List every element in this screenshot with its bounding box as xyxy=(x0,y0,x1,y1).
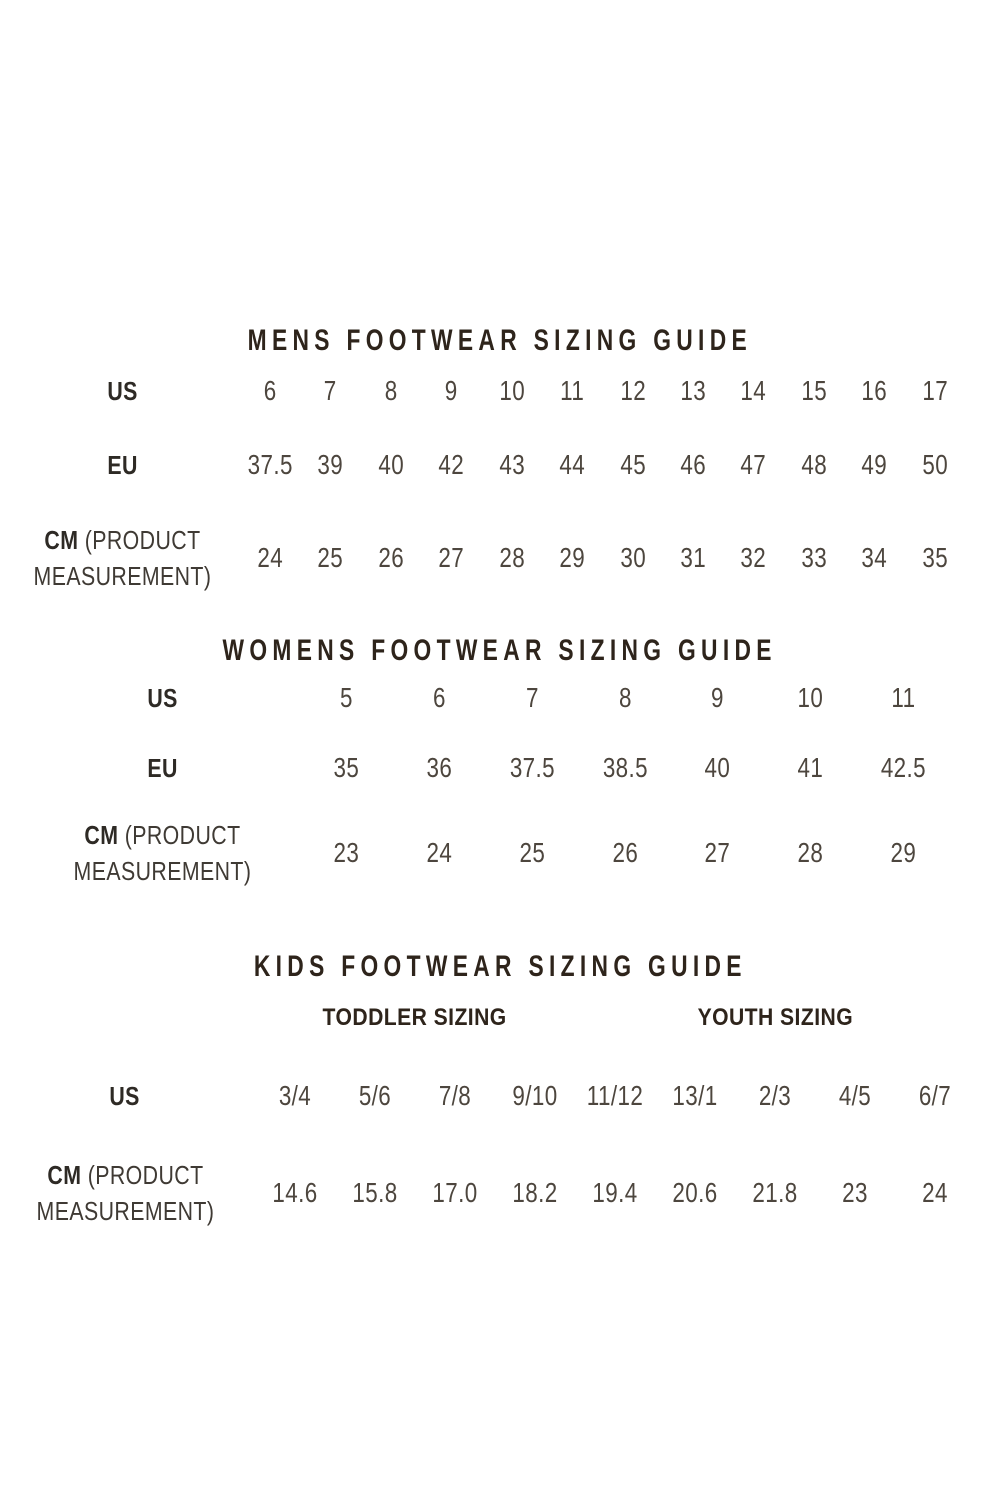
size-cell: 11 xyxy=(560,375,585,406)
size-cell: 8 xyxy=(384,375,398,406)
mens-section-title: MENS FOOTWEAR SIZING GUIDE xyxy=(247,324,753,357)
size-cell: 7 xyxy=(324,375,338,406)
size-cell: 7/8 xyxy=(438,1080,472,1111)
size-cell: 9/10 xyxy=(512,1080,558,1111)
size-cell: 11/12 xyxy=(586,1080,644,1111)
size-cell: 48 xyxy=(801,449,827,480)
size-cell: 36 xyxy=(426,752,453,783)
size-cell: 34 xyxy=(861,542,888,573)
size-cell: 4/5 xyxy=(838,1080,872,1111)
womens-us-row xyxy=(0,682,1000,714)
womens-cm-row-label: CM (PRODUCT MEASUREMENT) xyxy=(73,820,252,886)
size-cell: 40 xyxy=(378,449,404,480)
size-cell: 17 xyxy=(921,375,948,406)
size-cell: 24 xyxy=(922,1177,948,1208)
size-cell: 13/1 xyxy=(672,1080,718,1111)
size-cell: 20.6 xyxy=(672,1177,718,1208)
mens-eu-row-label: EU xyxy=(107,450,138,480)
womens-us-values xyxy=(300,682,950,714)
mens-cm-values xyxy=(240,542,965,574)
mens-us-row-label: US xyxy=(107,376,138,406)
size-cell: 17.0 xyxy=(432,1177,478,1208)
size-cell: 27 xyxy=(438,542,465,573)
womens-eu-values xyxy=(300,752,950,784)
mens-cm-row-label: CM (PRODUCT MEASUREMENT) xyxy=(33,525,212,591)
size-cell: 28 xyxy=(797,837,824,868)
size-cell: 26 xyxy=(378,542,404,573)
size-cell: 6 xyxy=(432,682,446,713)
size-cell: 2/3 xyxy=(758,1080,792,1111)
size-cell: 42.5 xyxy=(880,752,927,783)
kids-us-row-label: US xyxy=(109,1081,141,1111)
size-cell: 25 xyxy=(519,837,546,868)
size-cell: 47 xyxy=(740,449,767,480)
size-cell: 32 xyxy=(740,542,767,573)
kids-us-values xyxy=(255,1080,975,1112)
size-cell: 33 xyxy=(801,542,827,573)
size-cell: 15.8 xyxy=(352,1177,398,1208)
womens-us-row-label: US xyxy=(147,683,178,713)
kids-section-title: KIDS FOOTWEAR SIZING GUIDE xyxy=(253,950,747,983)
size-cell: 26 xyxy=(612,837,638,868)
size-cell: 37.5 xyxy=(509,752,555,783)
size-cell: 13 xyxy=(680,375,707,406)
mens-cm-row xyxy=(0,523,1000,593)
size-cell: 46 xyxy=(680,449,707,480)
size-cell: 31 xyxy=(680,542,707,573)
womens-cm-row xyxy=(0,818,1000,888)
size-cell: 30 xyxy=(619,542,646,573)
size-cell: 44 xyxy=(559,449,586,480)
size-cell: 10 xyxy=(499,375,525,406)
size-cell: 19.4 xyxy=(592,1177,638,1208)
mens-us-row xyxy=(0,375,1000,407)
toddler-sizing-header: TODDLER SIZING xyxy=(322,1004,508,1031)
size-cell: 49 xyxy=(861,449,888,480)
womens-eu-row-label: EU xyxy=(147,753,178,783)
size-cell: 12 xyxy=(619,375,646,406)
size-cell: 35 xyxy=(921,542,948,573)
size-cell: 50 xyxy=(921,449,948,480)
kids-subheader-row xyxy=(0,1004,1000,1032)
kids-cm-row-label: CM (PRODUCT MEASUREMENT) xyxy=(36,1160,214,1226)
size-cell: 18.2 xyxy=(512,1177,558,1208)
size-cell: 11 xyxy=(891,682,916,713)
size-cell: 29 xyxy=(890,837,917,868)
size-cell: 38.5 xyxy=(602,752,648,783)
size-cell: 25 xyxy=(317,542,344,573)
size-cell: 41 xyxy=(797,752,824,783)
womens-section-title: WOMENS FOOTWEAR SIZING GUIDE xyxy=(222,634,778,667)
size-cell: 28 xyxy=(499,542,525,573)
size-cell: 16 xyxy=(861,375,888,406)
youth-sizing-header: YOUTH SIZING xyxy=(697,1004,853,1031)
size-cell: 7 xyxy=(525,682,539,713)
size-cell: 29 xyxy=(559,542,586,573)
size-cell: 24 xyxy=(257,542,284,573)
size-cell: 21.8 xyxy=(752,1177,798,1208)
size-cell: 45 xyxy=(619,449,646,480)
size-cell: 9 xyxy=(445,375,458,406)
size-cell: 5/6 xyxy=(358,1080,392,1111)
size-cell: 37.5 xyxy=(247,449,293,480)
size-cell: 5 xyxy=(339,682,353,713)
size-cell: 15 xyxy=(801,375,827,406)
size-cell: 6/7 xyxy=(918,1080,952,1111)
size-cell: 3/4 xyxy=(278,1080,312,1111)
size-cell: 23 xyxy=(842,1177,868,1208)
kids-us-row xyxy=(0,1080,1000,1112)
size-cell: 8 xyxy=(618,682,632,713)
womens-eu-row xyxy=(0,752,1000,784)
size-cell: 39 xyxy=(317,449,344,480)
kids-cm-row xyxy=(0,1158,1000,1228)
size-cell: 24 xyxy=(426,837,453,868)
womens-cm-values xyxy=(300,837,950,869)
size-cell: 6 xyxy=(263,375,277,406)
mens-eu-values xyxy=(240,449,965,481)
size-cell: 35 xyxy=(333,752,360,783)
size-cell: 40 xyxy=(704,752,731,783)
size-cell: 42 xyxy=(438,449,465,480)
size-cell: 23 xyxy=(333,837,360,868)
size-cell: 43 xyxy=(499,449,525,480)
size-cell: 9 xyxy=(711,682,725,713)
size-cell: 27 xyxy=(704,837,731,868)
mens-eu-row xyxy=(0,449,1000,481)
size-cell: 14.6 xyxy=(272,1177,318,1208)
size-cell: 14 xyxy=(740,375,767,406)
kids-cm-values xyxy=(255,1177,975,1209)
mens-us-values xyxy=(240,375,965,407)
size-cell: 10 xyxy=(797,682,824,713)
